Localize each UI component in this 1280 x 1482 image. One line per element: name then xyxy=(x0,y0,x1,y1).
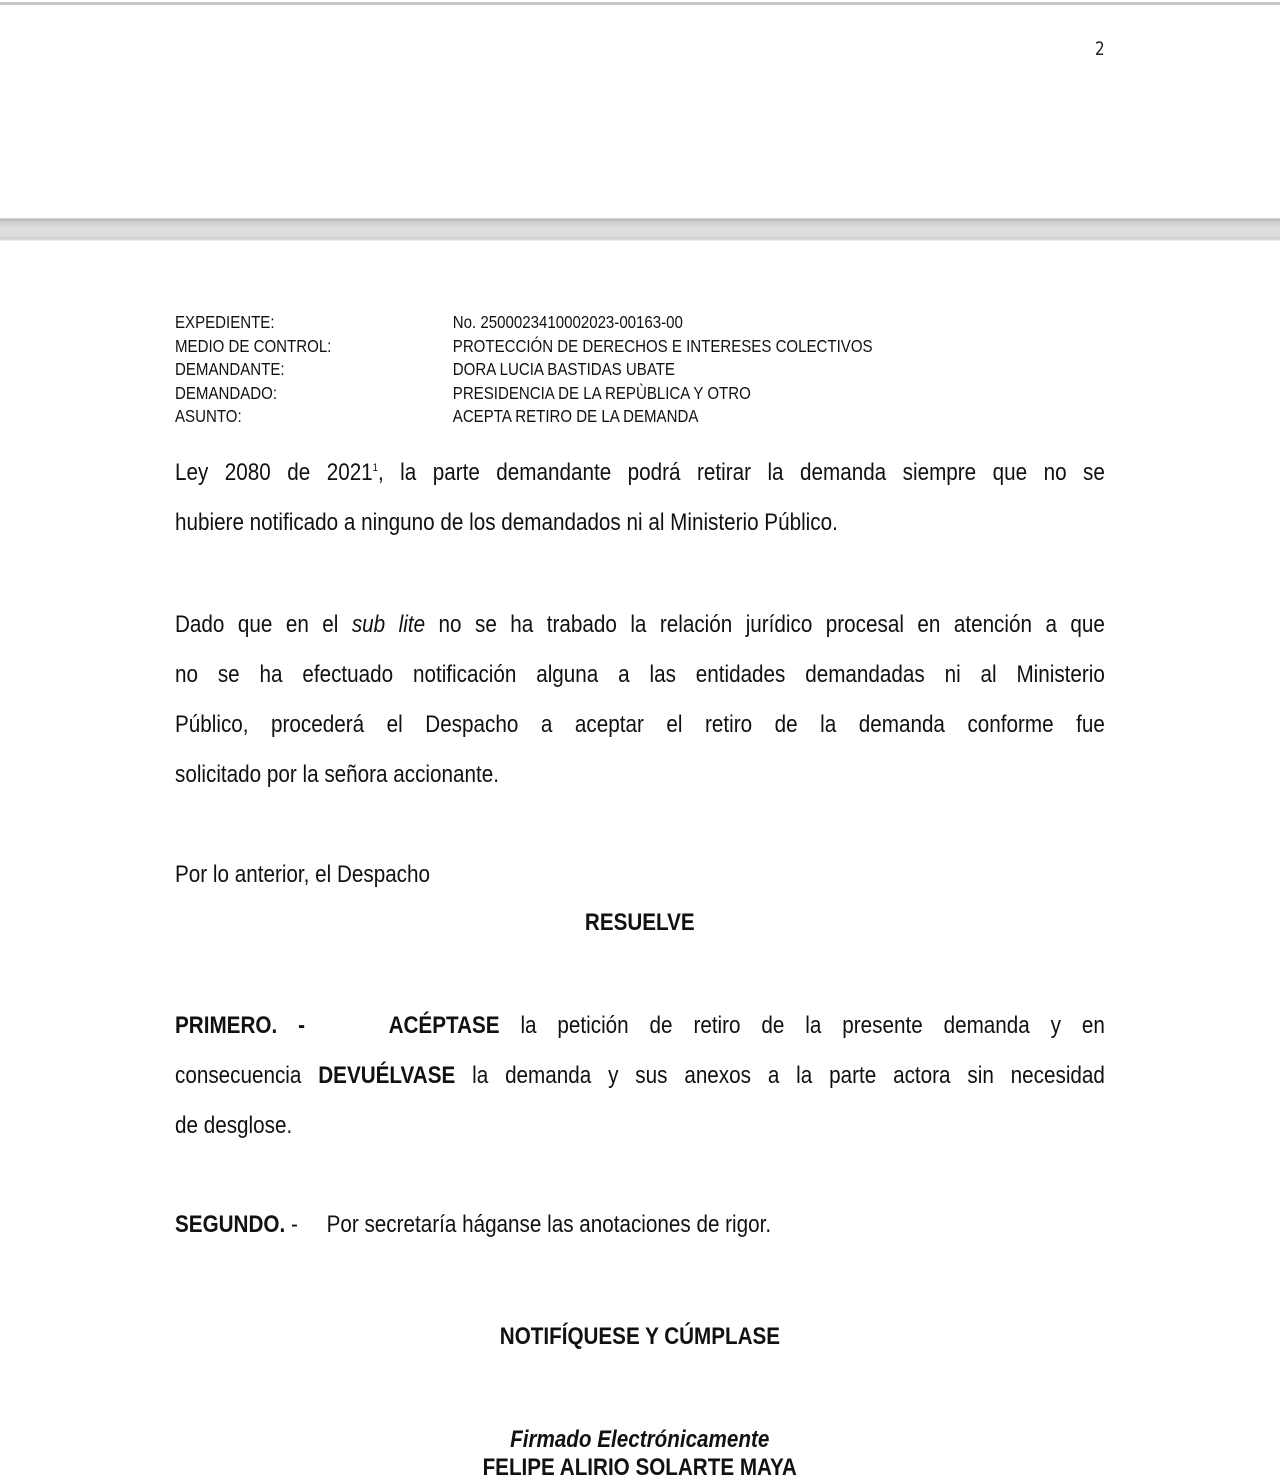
paragraph-line: Ley 2080 de 2021$^1$, la parte demandante podrá retirar la demanda siempre que no se xyxy=(175,459,1105,486)
italic-term: sub lite xyxy=(351,611,426,638)
electronic-signature-note: Firmado Electrónicamente xyxy=(510,1426,770,1453)
signer-name: FELIPE ALIRIO SOLARTE MAYA xyxy=(482,1454,798,1481)
ordinal-label: SEGUNDO. xyxy=(175,1211,286,1238)
header-row-asunto xyxy=(175,405,873,429)
paragraph-line: hubiere notificado a ninguno de los demandados ni al Ministerio Público. xyxy=(175,509,838,536)
header-label: DEMANDANTE: xyxy=(175,359,285,380)
paragraph-line: SEGUNDO. - Por secretaría háganse las anotaciones de rigor. xyxy=(175,1211,772,1238)
header-value: No. 2500023410002023-00163-00 xyxy=(452,312,683,332)
paragraph-line: de desglose. xyxy=(175,1112,293,1139)
header-value: PROTECCIÓN DE DERECHOS E INTERESES COLECTIVOS xyxy=(452,335,873,356)
paragraph-line: solicitado por la señora accionante. xyxy=(175,761,499,788)
page-separator xyxy=(0,218,1280,241)
case-header xyxy=(175,311,873,429)
header-label: DEMANDADO: xyxy=(175,382,278,403)
paragraph-line: no se ha efectuado notificación alguna a las entidades demandadas ni al Ministerio xyxy=(175,661,1105,688)
ordinal-label: PRIMERO. - xyxy=(175,1012,305,1039)
paragraph-line: Por lo anterior, el Despacho xyxy=(175,861,431,888)
header-row-demandado xyxy=(175,382,873,406)
header-label: ASUNTO: xyxy=(175,406,242,427)
paragraph-line: Dado que en el sub lite no se ha trabado la relación jurídico procesal en atención a que xyxy=(175,611,1105,638)
header-value: ACEPTA RETIRO DE LA DEMANDA xyxy=(452,406,699,427)
pdf-page-previous xyxy=(0,5,1280,218)
resolution-primero xyxy=(175,1001,1105,1151)
paragraph-ley-2080 xyxy=(175,448,1105,548)
page-number: 2 xyxy=(1095,38,1105,60)
header-value: PRESIDENCIA DE LA REPÙBLICA Y OTRO xyxy=(452,382,751,403)
paragraph-sub-lite xyxy=(175,600,1105,800)
notifiquese-heading: NOTIFÍQUESE Y CÚMPLASE xyxy=(499,1323,781,1350)
paragraph-line: consecuencia DEVUÉLVASE la demanda y sus anexos a la parte actora sin necesidad xyxy=(175,1062,1105,1089)
footnote-ref[interactable]: 1 xyxy=(372,462,378,474)
paragraph-line: PRIMERO. - ACÉPTASE la petición de retiro de la presente demanda y en xyxy=(175,1012,1105,1039)
paragraph-por-lo-anterior xyxy=(175,850,1105,900)
resuelve-heading: RESUELVE xyxy=(585,909,695,936)
header-value: DORA LUCIA BASTIDAS UBATE xyxy=(452,359,675,380)
paragraph-line: Público, procederá el Despacho a aceptar el retiro de la demanda conforme fue xyxy=(175,711,1105,738)
header-label: EXPEDIENTE: xyxy=(175,312,275,332)
header-row-medio-de-control xyxy=(175,335,873,359)
header-row-demandante xyxy=(175,358,873,382)
header-label: MEDIO DE CONTROL: xyxy=(175,335,332,356)
resolution-segundo xyxy=(175,1200,1105,1250)
pdf-page-current xyxy=(0,241,1280,1481)
header-row-expediente xyxy=(175,311,873,335)
